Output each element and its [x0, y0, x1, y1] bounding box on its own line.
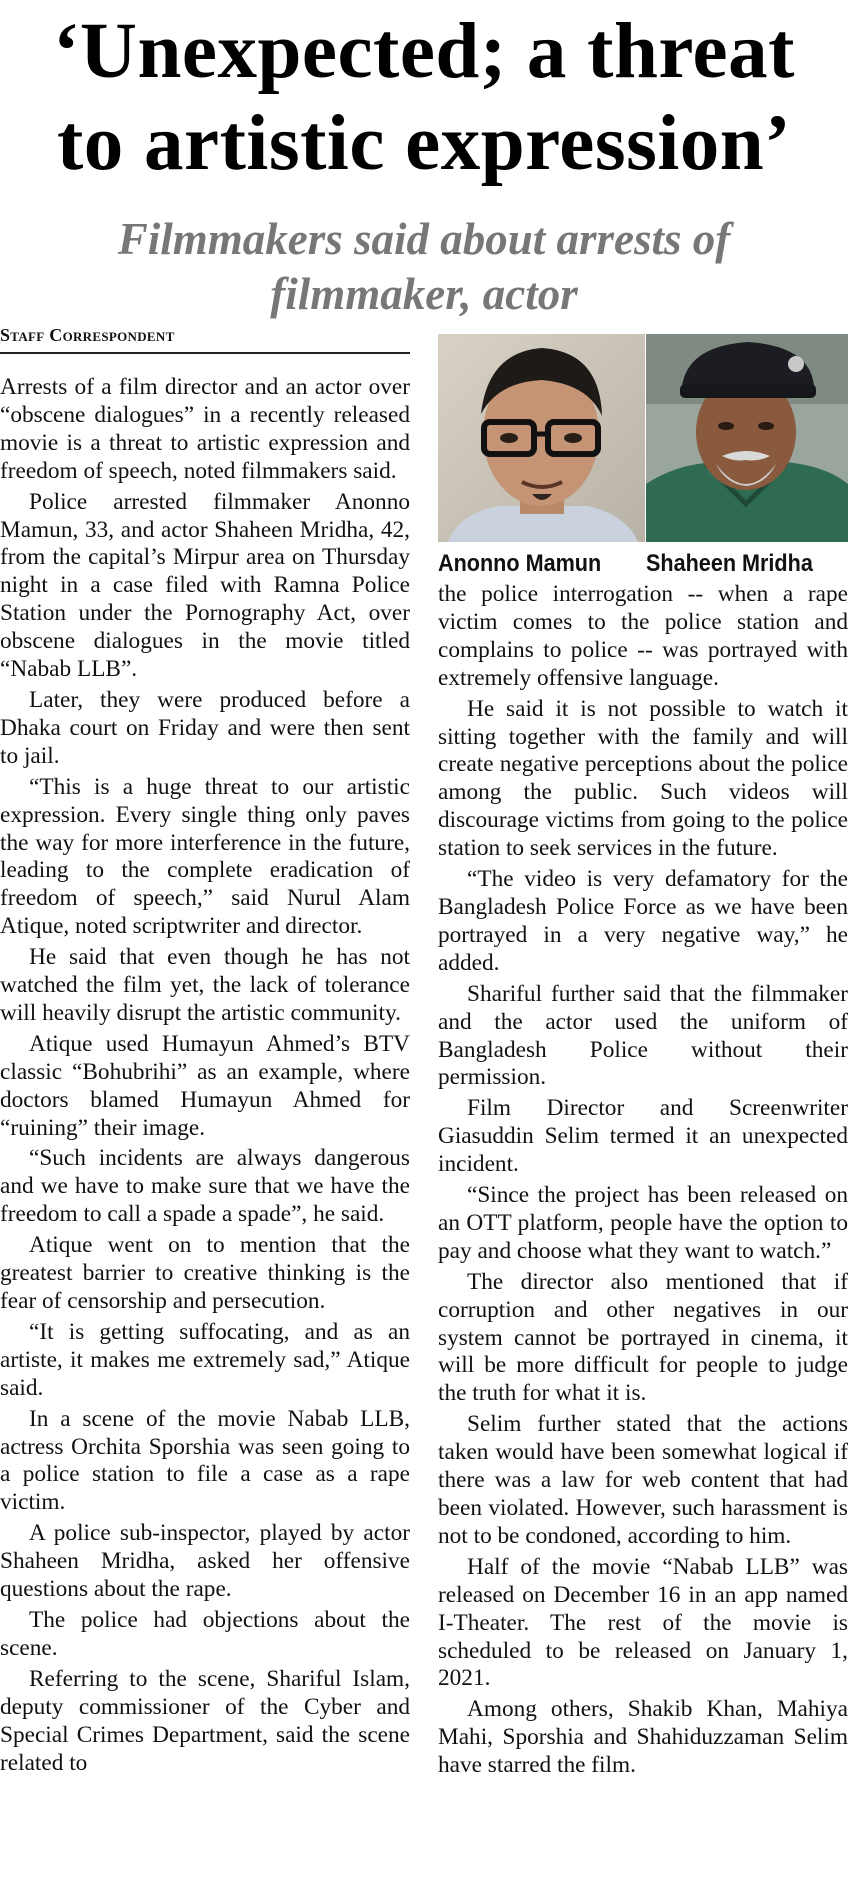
photo-caption: Shaheen Mridha	[646, 550, 813, 577]
subheadline	[0, 212, 848, 322]
subheadline-line-1: Filmmakers said about arrests of	[117, 214, 731, 264]
paragraph: Referring to the scene, Shariful Islam, deputy commissioner of the Cyber and Special Crimes Department, said the scene related to	[0, 1665, 410, 1776]
photo-anonno-mamun	[438, 334, 645, 542]
paragraph: Selim further stated that the actions taken would have been somewhat logical if there was a law for web content that had been violated. However, such harassment is not to be condoned, according to him.	[438, 1411, 848, 1549]
paragraph: Arrests of a film director and an actor over “obscene dialogues” in a recently released movie is a threat to artistic expression and freedom of speech, noted filmmakers said.	[0, 374, 410, 484]
paragraph: The police had objections about the scene.	[0, 1606, 410, 1661]
paragraph: Atique went on to mention that the greatest barrier to creative thinking is the fear of censorship and persecution.	[0, 1232, 410, 1314]
photo-shaheen-mridha	[646, 334, 848, 542]
byline: Staff Correspondent	[0, 325, 410, 354]
paragraph: “It is getting suffocating, and as an artiste, it makes me extremely sad,” Atique said.	[0, 1318, 410, 1401]
paragraph: Among others, Shakib Khan, Mahiya Mahi, Sporshia and Shahiduzzaman Selim have starred the film.	[438, 1696, 848, 1779]
paragraph: Shariful further said that the filmmaker and the actor used the uniform of Bangladesh Police without their permission.	[438, 980, 848, 1091]
paragraph: “Such incidents are always dangerous and we have to make sure that we have the freedom to call a spade a spade”, he said.	[0, 1145, 410, 1228]
paragraph: the police interrogation -- when a rape victim comes to the police station and complains to police -- was portrayed with extremely offensive language.	[438, 581, 848, 691]
paragraph: Police arrested filmmaker Anonno Mamun, 33, and actor Shaheen Mridha, 42, from the capital’s Mirpur area on Thursday night in a case filed with Ramna Police Station under the Pornography Act, over obscene dialogues in the movie titled “Nabab LLB”.	[0, 488, 410, 683]
paragraph: Later, they were produced before a Dhaka court on Friday and were then sent to jail.	[0, 686, 410, 769]
article-column-2	[438, 581, 848, 1886]
paragraph: “The video is very defamatory for the Bangladesh Police Force as we have been portrayed in a very negative way,” he added.	[438, 866, 848, 976]
paragraph: He said it is not possible to watch it sitting together with the family and will create negative perceptions about the police among the public. Such videos will discourage victims from going to the police station to seek services in the future.	[438, 695, 848, 862]
photo-caption: Anonno Mamun	[438, 550, 602, 577]
paragraph: The director also mentioned that if corruption and other negatives in our system cannot be portrayed in cinema, it will be more difficult for people to judge the truth for what it is.	[438, 1268, 848, 1407]
paragraph: In a scene of the movie Nabab LLB, actress Orchita Sporshia was seen going to a police station to file a case as a rape victim.	[0, 1405, 410, 1516]
headline-line-2: to artistic expression’	[56, 100, 792, 187]
paragraph: “This is a huge threat to our artistic expression. Every single thing only paves the way for more interference in the future, leading to the complete eradication of freedom of speech,” said Nurul Alam Atique, noted scriptwriter and director.	[0, 773, 410, 940]
subheadline-line-2: filmmaker, actor	[270, 269, 578, 319]
paragraph: Atique used Humayun Ahmed’s BTV classic “Bohubrihi” as an example, where doctors blamed Humayun Ahmed for “ruining” their image.	[0, 1030, 410, 1141]
portrait-man-glasses-icon	[438, 334, 645, 542]
portrait-man-police-cap-icon	[646, 334, 848, 542]
paragraph: Film Director and Screenwriter Giasuddin Selim termed it an unexpected incident.	[438, 1095, 848, 1178]
headline-line-1: ‘Unexpected; a threat	[53, 8, 795, 95]
paragraph: A police sub-inspector, played by actor Shaheen Mridha, asked her offensive questions about the rape.	[0, 1520, 410, 1603]
paragraph: Half of the movie “Nabab LLB” was released on December 16 in an app named I-Theater. The rest of the movie is scheduled to be released on January 1, 2021.	[438, 1553, 848, 1692]
paragraph: He said that even though he has not watched the film yet, the lack of tolerance will heavily disrupt the artistic community.	[0, 944, 410, 1026]
headline	[0, 6, 848, 190]
article-column-1	[0, 374, 410, 1886]
paragraph: “Since the project has been released on an OTT platform, people have the option to pay and choose what they want to watch.”	[438, 1182, 848, 1264]
